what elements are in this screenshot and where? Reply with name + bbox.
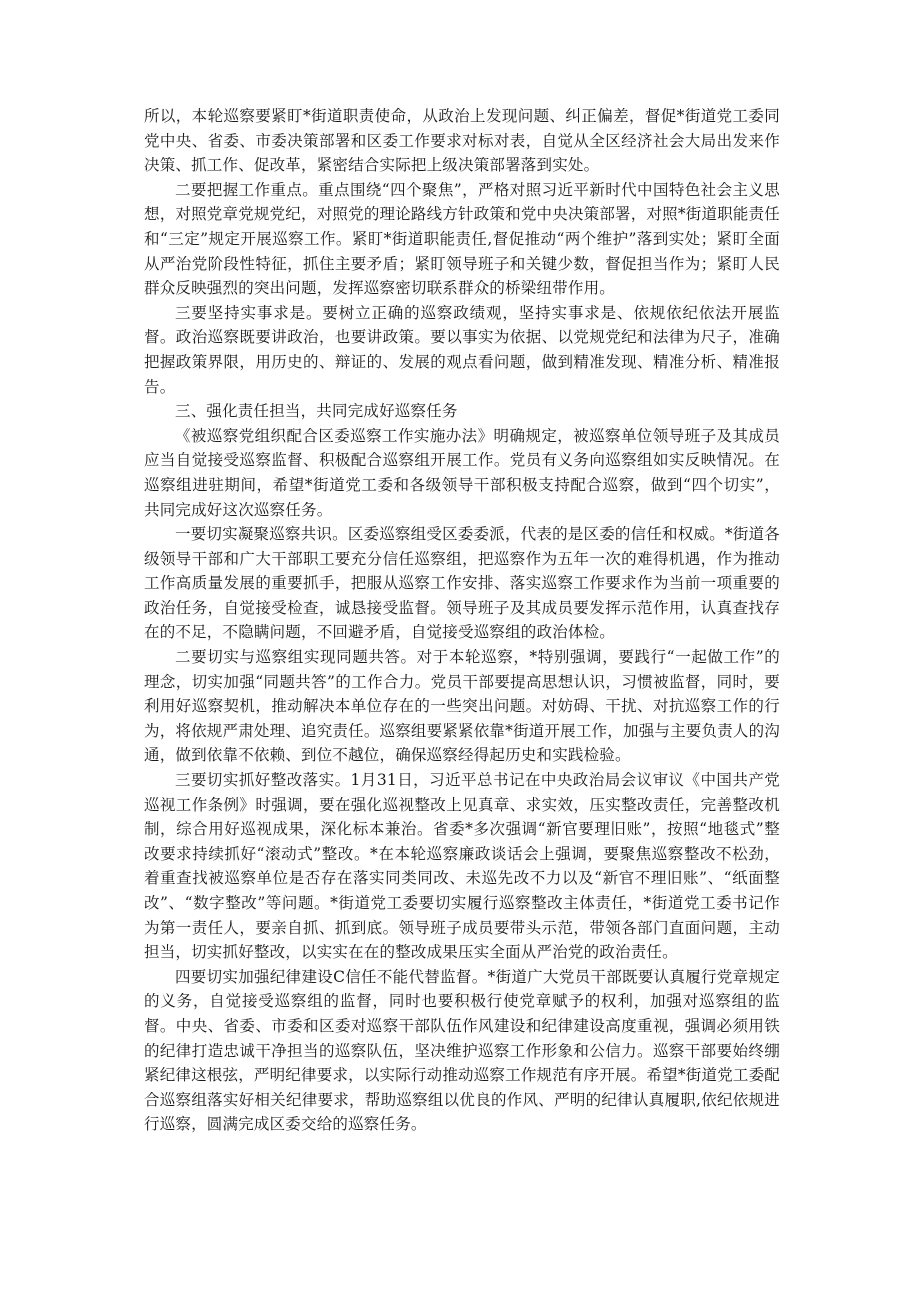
section-heading-responsibility: 三、强化责任担当，共同完成好巡察任务 bbox=[175, 402, 458, 421]
paragraph-seek-truth: 三要坚持实事求是。要树立正确的巡察政绩观，坚持实事求是、依规依纪依法开展监督。政治巡察既要讲政治，也要讲政策。要以事实为依据、以党规党纪和法律为尺子，准确把握政策界限，用历史的、辩证的、发展的观点看问题，做到精准发现、精准分析、精准报告。 bbox=[144, 303, 780, 396]
paragraph-joint-answer: 二要切实与巡察组实现同题共答。对于本轮巡察，*特别强调，要践行“一起做工作”的理念，切实加强“同题共答”的工作合力。党员干部要提高思想认识，习惯被监督，同时，要利用好巡察契机，推动解决本单位存在的一些突出问题。对妨碍、干扰、对抗巡察工作的行为，将依规严肃处理、追究责任。巡察组要紧紧依靠*街道开展工作，加强与主要负责人的沟通，做到依靠不依赖、到位不越位，确保巡察经得起历史和实践检验。 bbox=[144, 648, 780, 765]
paragraph-focus-points: 二要把握工作重点。重点围绕“四个聚焦”，严格对照习近平新时代中国特色社会主义思想，对照党章党规党纪，对照党的理论路线方针政策和党中央决策部署，对照*街道职能责任和“三定”规定开展巡察工作。紧盯*街道职能责任,督促推动“两个维护”落到实处；紧盯全面从严治党阶段性特征，抓住主要矛盾；紧盯领导班子和关键少数，督促担当作为；紧盯人民群众反映强烈的突出问题，发挥巡察密切联系群众的桥梁纽带作用。 bbox=[144, 180, 780, 298]
paragraph-regulation: 《被巡察党组织配合区委巡察工作实施办法》明确规定，被巡察单位领导班子及其成员应当自觉接受巡察监督、积极配合巡察组开展工作。党员有义务向巡察组如实反映情况。在巡察组进驻期间，希望*街道党工委和各级领导干部积极支持配合巡察，做到“四个切实”，共同完成好这次巡察任务。 bbox=[144, 426, 780, 519]
paragraph-continuation: 所以，本轮巡察要紧盯*街道职责使命，从政治上发现问题、纠正偏差，督促*街道党工委同党中央、省委、市委决策部署和区委工作要求对标对表，自觉从全区经济社会大局出发来作决策、抓工作、促改革，紧密结合实际把上级决策部署落到实处。 bbox=[144, 107, 780, 175]
paragraph-consensus: 一要切实凝聚巡察共识。区委巡察组受区委委派，代表的是区委的信任和权威。*街道各级领导干部和广大干部职工要充分信任巡察组，把巡察作为五年一次的难得机遇，作为推动工作高质量发展的重要抓手，把服从巡察工作安排、落实巡察工作要求作为当前一项重要的政治任务，自觉接受检查，诚恳接受监督。领导班子及其成员要发挥示范作用，认真查找存在的不足，不隐瞒问题，不回避矛盾，自觉接受巡察组的政治体检。 bbox=[144, 525, 780, 642]
paragraph-rectification: 三要切实抓好整改落实。1月31日，习近平总书记在中央政治局会议审议《中国共产党巡视工作条例》时强调，要在强化巡视整改上见真章、求实效，压实整改责任，完善整改机制，综合用好巡视成果，深化标本兼治。省委*多次强调“新官要理旧账”，按照“地毯式”整改要求持续抓好“滚动式”整改。*在本轮巡察廉政谈话会上强调，要聚焦巡察整改不松劲，着重查找被巡察单位是否存在落实同类同改、未巡先改不力以及“新官不理旧账”、“纸面整改”、“数字整改”等问题。*街道党工委要切实履行巡察整改主体责任，*街道党工委书记作为第一责任人，要亲自抓、抓到底。领导班子成员要带头示范，带领各部门直面问题，主动担当，切实抓好整改，以实实在在的整改成果压实全面从严治党的政治责任。 bbox=[144, 771, 780, 962]
paragraph-discipline: 四要切实加强纪律建设C信任不能代替监督。*街道广大党员干部既要认真履行党章规定的义务，自觉接受巡察组的监督，同时也要积极行使党章赋予的权利，加强对巡察组的监督。中央、省委、市委和区委对巡察干部队伍作风建设和纪律建设高度重视，强调必须用铁的纪律打造忠诚干净担当的巡察队伍，坚决维护巡察工作形象和公信力。巡察干部要始终绷紧纪律这根弦，严明纪律要求，以实际行动推动巡察工作规范有序开展。希望*街道党工委配合巡察组落实好相关纪律要求，帮助巡察组以优良的作风、严明的纪律认真履职,依纪依规进行巡察，圆满完成区委交给的巡察任务。 bbox=[144, 967, 780, 1134]
document-body bbox=[144, 104, 780, 1137]
